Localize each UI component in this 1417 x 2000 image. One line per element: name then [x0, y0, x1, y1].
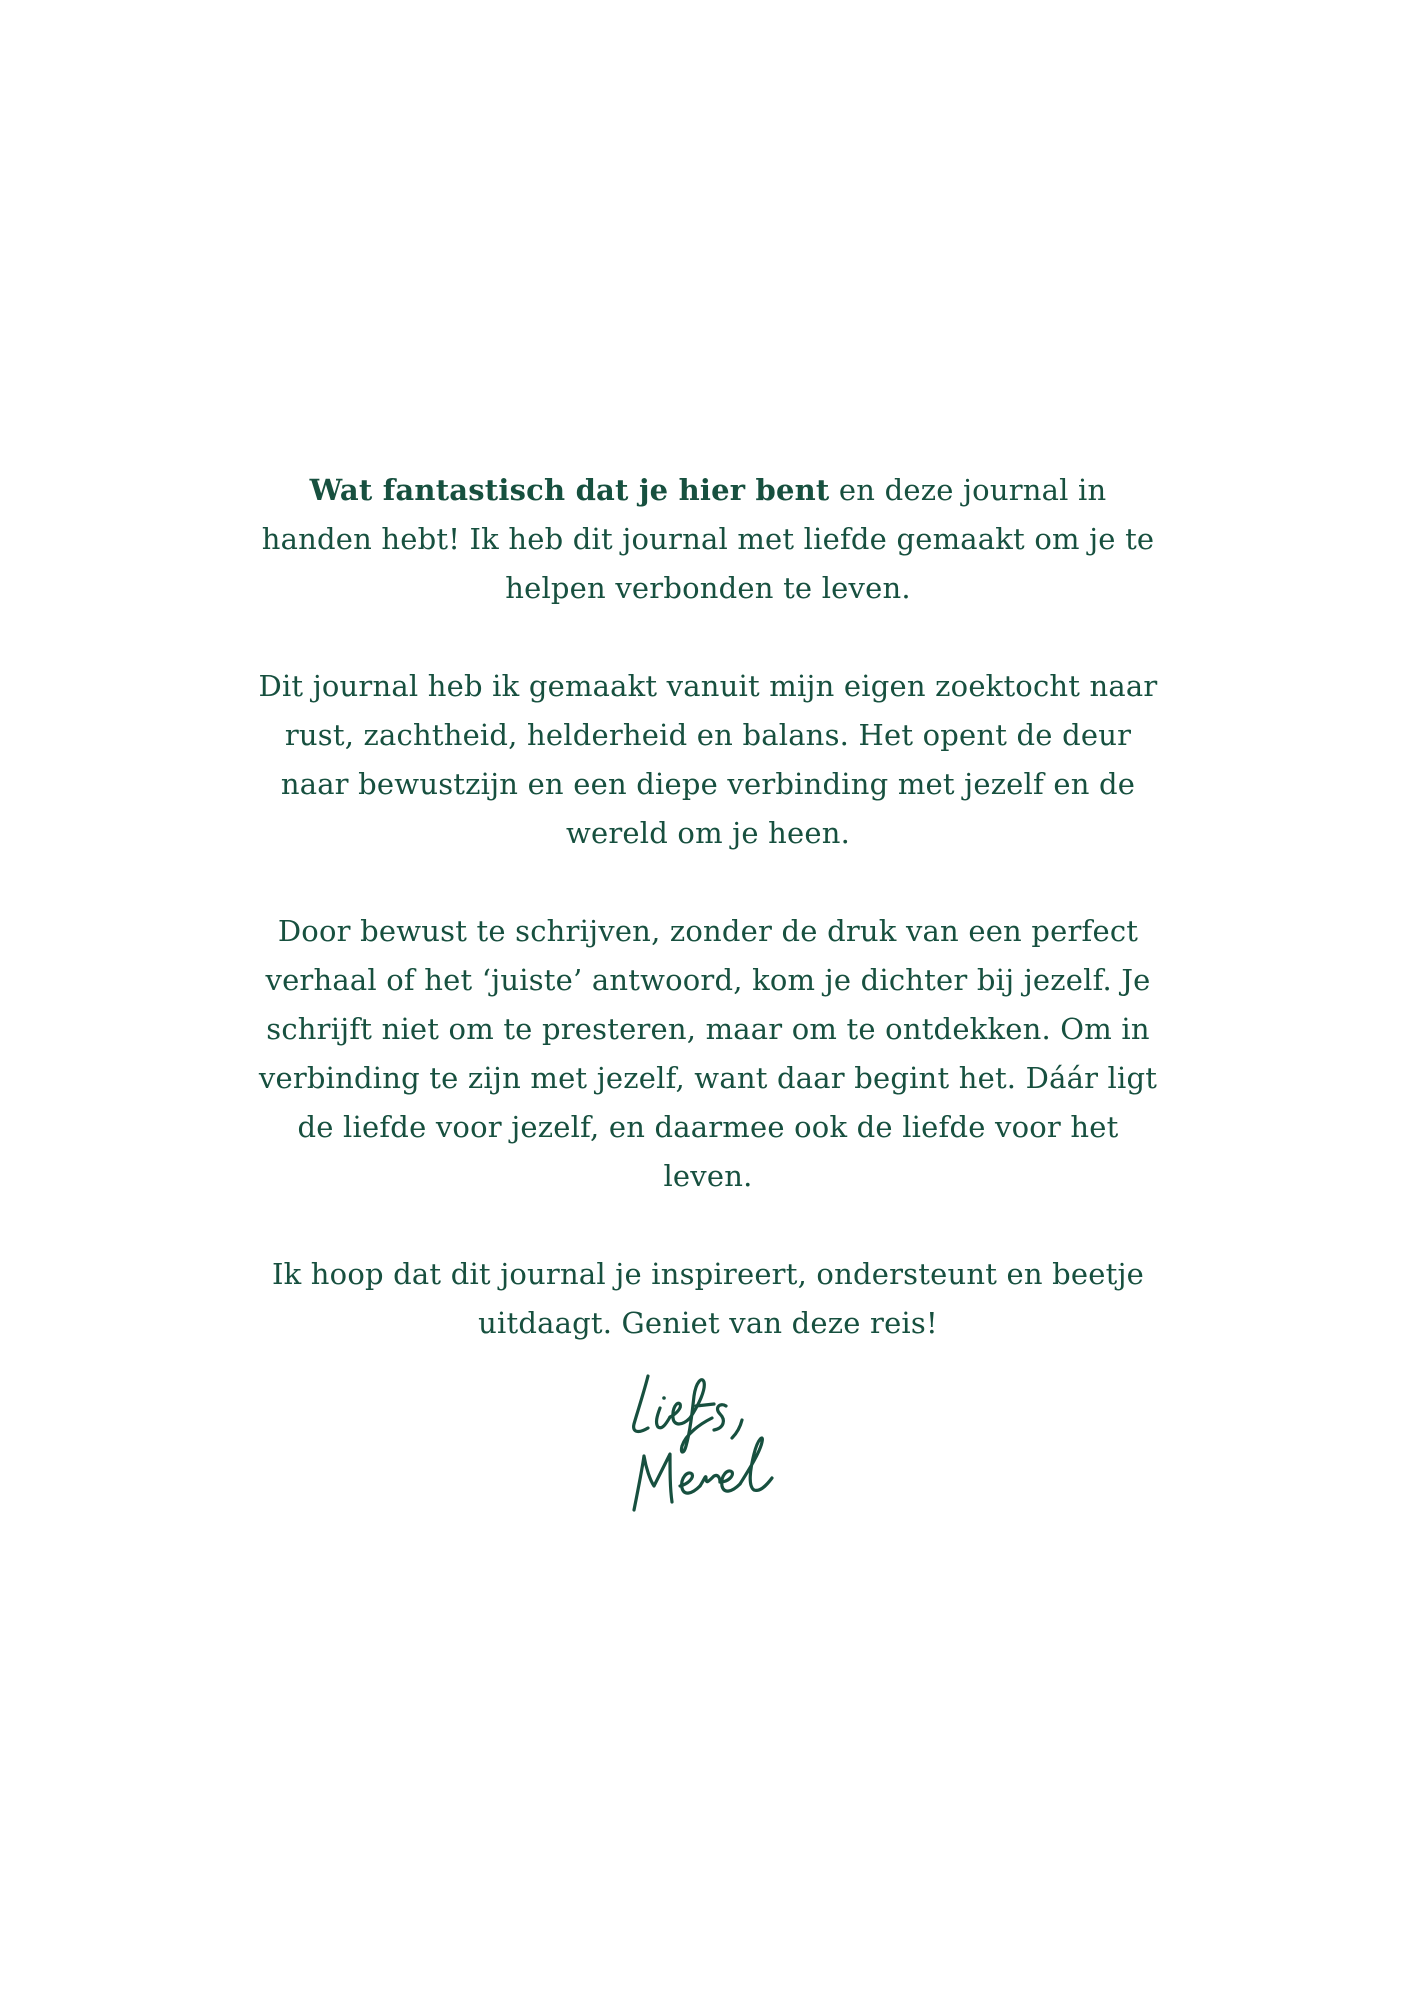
paragraph-2: Dit journal heb ik gemaakt vanuit mijn eigen zoektocht naar rust, zachtheid, helderheid en balans. Het opent de deur naar bewustzijn en een diepe verbinding met jezelf en de wereld om je heen. [258, 669, 1158, 850]
intro-rest: en deze journal in handen hebt! Ik heb dit journal met liefde gemaakt om je te helpen verbonden te leven. [261, 473, 1155, 605]
paragraph-4: Ik hoop dat dit journal je inspireert, ondersteunt en beetje uitdaagt. Geniet van deze reis! [271, 1257, 1145, 1340]
paragraph-3: Door bewust te schrijven, zonder de druk van een perfect verhaal of het ‘juiste’ antwoord, kom je dichter bij jezelf. Je schrijft niet om te presteren, maar om te ontdekken. Om in verbinding te zijn met jezelf, want daar begint het. Dáár ligt de liefde voor jezelf, en daarmee ook de liefde voor het leven. [258, 914, 1158, 1193]
welcome-letter [258, 466, 1158, 1348]
intro-lead: Wat fantastisch dat je hier bent [309, 473, 830, 507]
signature-drawing [620, 1362, 800, 1522]
intro-paragraph [258, 466, 1158, 613]
handwritten-signature [620, 1362, 800, 1522]
